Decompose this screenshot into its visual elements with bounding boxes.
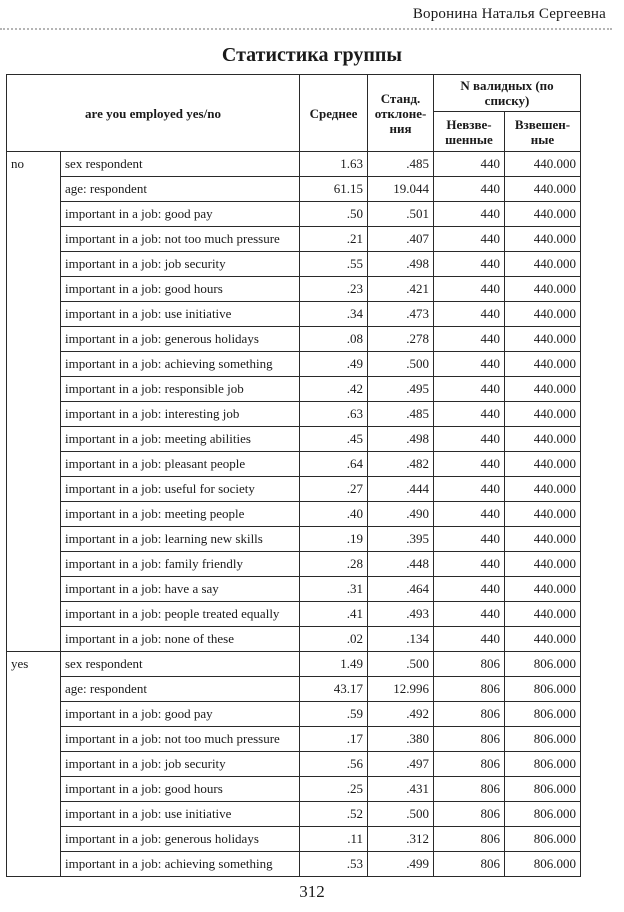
std-cell: .492 [368, 702, 434, 727]
unweighted-n-cell: 440 [434, 427, 505, 452]
mean-cell: .19 [300, 527, 368, 552]
mean-cell: .23 [300, 277, 368, 302]
table-row [7, 427, 581, 452]
mean-cell: .34 [300, 302, 368, 327]
unweighted-n-cell: 806 [434, 752, 505, 777]
weighted-n-cell: 440.000 [505, 227, 581, 252]
unweighted-n-cell: 440 [434, 527, 505, 552]
variable-cell: important in a job: family friendly [61, 552, 300, 577]
table-row [7, 327, 581, 352]
std-cell: .493 [368, 602, 434, 627]
unweighted-n-cell: 440 [434, 202, 505, 227]
running-head: Воронина Наталья Сергеевна [412, 6, 606, 22]
table-row [7, 352, 581, 377]
table-body [7, 152, 581, 877]
weighted-n-cell: 440.000 [505, 527, 581, 552]
std-cell: .497 [368, 752, 434, 777]
mean-cell: .25 [300, 777, 368, 802]
mean-cell: .56 [300, 752, 368, 777]
unweighted-n-cell: 440 [434, 577, 505, 602]
unweighted-n-cell: 440 [434, 302, 505, 327]
std-cell: .500 [368, 352, 434, 377]
variable-cell: important in a job: generous holidays [61, 327, 300, 352]
std-cell: .407 [368, 227, 434, 252]
mean-cell: .45 [300, 427, 368, 452]
unweighted-n-cell: 440 [434, 502, 505, 527]
weighted-n-cell: 806.000 [505, 777, 581, 802]
std-cell: .421 [368, 277, 434, 302]
table-row [7, 152, 581, 177]
std-cell: .473 [368, 302, 434, 327]
weighted-n-cell: 440.000 [505, 627, 581, 652]
mean-cell: .64 [300, 452, 368, 477]
mean-cell: .50 [300, 202, 368, 227]
variable-cell: important in a job: not too much pressure [61, 727, 300, 752]
unweighted-n-cell: 440 [434, 152, 505, 177]
unweighted-n-cell: 440 [434, 227, 505, 252]
unweighted-n-cell: 806 [434, 652, 505, 677]
unweighted-n-cell: 806 [434, 727, 505, 752]
weighted-n-cell: 440.000 [505, 477, 581, 502]
weighted-n-cell: 440.000 [505, 402, 581, 427]
mean-cell: .27 [300, 477, 368, 502]
variable-cell: important in a job: useful for society [61, 477, 300, 502]
unweighted-n-cell: 806 [434, 677, 505, 702]
header-mean: Среднее [300, 75, 368, 152]
table-row [7, 702, 581, 727]
mean-cell: 61.15 [300, 177, 368, 202]
unweighted-n-cell: 440 [434, 252, 505, 277]
std-cell: .490 [368, 502, 434, 527]
std-cell: .499 [368, 852, 434, 877]
std-cell: .464 [368, 577, 434, 602]
mean-cell: .11 [300, 827, 368, 852]
weighted-n-cell: 440.000 [505, 277, 581, 302]
weighted-n-cell: 440.000 [505, 152, 581, 177]
weighted-n-cell: 440.000 [505, 352, 581, 377]
variable-cell: important in a job: people treated equally [61, 602, 300, 627]
weighted-n-cell: 806.000 [505, 677, 581, 702]
table-row [7, 577, 581, 602]
unweighted-n-cell: 440 [434, 177, 505, 202]
table-row [7, 527, 581, 552]
table-row [7, 552, 581, 577]
unweighted-n-cell: 806 [434, 802, 505, 827]
variable-cell: important in a job: pleasant people [61, 452, 300, 477]
variable-cell: age: respondent [61, 677, 300, 702]
weighted-n-cell: 440.000 [505, 452, 581, 477]
variable-cell: important in a job: use initiative [61, 802, 300, 827]
table-row [7, 477, 581, 502]
mean-cell: .49 [300, 352, 368, 377]
header-weighted: Взвешен- ные [505, 112, 581, 152]
std-cell: .495 [368, 377, 434, 402]
table-title: Статистика группы [221, 44, 403, 66]
weighted-n-cell: 440.000 [505, 327, 581, 352]
weighted-n-cell: 440.000 [505, 577, 581, 602]
weighted-n-cell: 440.000 [505, 552, 581, 577]
mean-cell: .53 [300, 852, 368, 877]
weighted-n-cell: 440.000 [505, 302, 581, 327]
variable-cell: important in a job: learning new skills [61, 527, 300, 552]
table-row [7, 602, 581, 627]
table-row [7, 502, 581, 527]
table-row [7, 827, 581, 852]
table-row [7, 177, 581, 202]
std-cell: .501 [368, 202, 434, 227]
mean-cell: .17 [300, 727, 368, 752]
std-cell: .134 [368, 627, 434, 652]
table-row [7, 402, 581, 427]
variable-cell: important in a job: achieving something [61, 352, 300, 377]
header-group-variable: are you employed yes/no [7, 75, 300, 152]
weighted-n-cell: 440.000 [505, 377, 581, 402]
unweighted-n-cell: 806 [434, 852, 505, 877]
mean-cell: .59 [300, 702, 368, 727]
variable-cell: important in a job: good pay [61, 702, 300, 727]
std-cell: .498 [368, 252, 434, 277]
table-row [7, 852, 581, 877]
mean-cell: .21 [300, 227, 368, 252]
header-std: Станд. отклоне- ния [368, 75, 434, 152]
table-row [7, 277, 581, 302]
mean-cell: .28 [300, 552, 368, 577]
weighted-n-cell: 806.000 [505, 752, 581, 777]
std-cell: .485 [368, 152, 434, 177]
weighted-n-cell: 440.000 [505, 502, 581, 527]
std-cell: .448 [368, 552, 434, 577]
unweighted-n-cell: 806 [434, 702, 505, 727]
variable-cell: important in a job: good hours [61, 777, 300, 802]
mean-cell: .52 [300, 802, 368, 827]
mean-cell: .41 [300, 602, 368, 627]
std-cell: .380 [368, 727, 434, 752]
std-cell: 19.044 [368, 177, 434, 202]
std-cell: .312 [368, 827, 434, 852]
table-row [7, 227, 581, 252]
weighted-n-cell: 440.000 [505, 252, 581, 277]
unweighted-n-cell: 440 [434, 277, 505, 302]
variable-cell: sex respondent [61, 652, 300, 677]
table-row [7, 802, 581, 827]
std-cell: .498 [368, 427, 434, 452]
unweighted-n-cell: 440 [434, 352, 505, 377]
table-row [7, 677, 581, 702]
variable-cell: important in a job: meeting people [61, 502, 300, 527]
header-rule [0, 28, 612, 30]
mean-cell: .31 [300, 577, 368, 602]
weighted-n-cell: 440.000 [505, 177, 581, 202]
std-cell: .431 [368, 777, 434, 802]
unweighted-n-cell: 440 [434, 477, 505, 502]
variable-cell: important in a job: good pay [61, 202, 300, 227]
header-n-valid: N валидных (по списку) [434, 75, 581, 112]
unweighted-n-cell: 440 [434, 327, 505, 352]
mean-cell: 1.63 [300, 152, 368, 177]
unweighted-n-cell: 440 [434, 627, 505, 652]
group-label: no [7, 152, 61, 652]
variable-cell: important in a job: job security [61, 752, 300, 777]
weighted-n-cell: 806.000 [505, 802, 581, 827]
unweighted-n-cell: 440 [434, 602, 505, 627]
weighted-n-cell: 440.000 [505, 602, 581, 627]
unweighted-n-cell: 440 [434, 377, 505, 402]
table-row [7, 627, 581, 652]
std-cell: .482 [368, 452, 434, 477]
table-row [7, 302, 581, 327]
variable-cell: important in a job: job security [61, 252, 300, 277]
table-row [7, 452, 581, 477]
weighted-n-cell: 440.000 [505, 202, 581, 227]
weighted-n-cell: 440.000 [505, 427, 581, 452]
table-row [7, 202, 581, 227]
variable-cell: important in a job: none of these [61, 627, 300, 652]
mean-cell: .02 [300, 627, 368, 652]
weighted-n-cell: 806.000 [505, 727, 581, 752]
std-cell: .500 [368, 802, 434, 827]
unweighted-n-cell: 806 [434, 827, 505, 852]
std-cell: .444 [368, 477, 434, 502]
variable-cell: important in a job: have a say [61, 577, 300, 602]
variable-cell: important in a job: achieving something [61, 852, 300, 877]
weighted-n-cell: 806.000 [505, 702, 581, 727]
std-cell: .395 [368, 527, 434, 552]
group-statistics-table [6, 74, 581, 877]
std-cell: .485 [368, 402, 434, 427]
table-row [7, 252, 581, 277]
weighted-n-cell: 806.000 [505, 652, 581, 677]
variable-cell: important in a job: responsible job [61, 377, 300, 402]
std-cell: .500 [368, 652, 434, 677]
variable-cell: important in a job: meeting abilities [61, 427, 300, 452]
unweighted-n-cell: 440 [434, 452, 505, 477]
weighted-n-cell: 806.000 [505, 852, 581, 877]
weighted-n-cell: 806.000 [505, 827, 581, 852]
table-row [7, 377, 581, 402]
variable-cell: important in a job: good hours [61, 277, 300, 302]
unweighted-n-cell: 440 [434, 402, 505, 427]
group-label: yes [7, 652, 61, 877]
table-row [7, 752, 581, 777]
page-number: 312 [299, 882, 325, 901]
header-unweighted: Невзве- шенные [434, 112, 505, 152]
variable-cell: important in a job: use initiative [61, 302, 300, 327]
variable-cell: sex respondent [61, 152, 300, 177]
std-cell: 12.996 [368, 677, 434, 702]
variable-cell: important in a job: not too much pressure [61, 227, 300, 252]
mean-cell: .08 [300, 327, 368, 352]
table-row [7, 777, 581, 802]
variable-cell: age: respondent [61, 177, 300, 202]
mean-cell: .63 [300, 402, 368, 427]
mean-cell: .55 [300, 252, 368, 277]
mean-cell: .42 [300, 377, 368, 402]
mean-cell: 43.17 [300, 677, 368, 702]
std-cell: .278 [368, 327, 434, 352]
unweighted-n-cell: 806 [434, 777, 505, 802]
mean-cell: .40 [300, 502, 368, 527]
variable-cell: important in a job: generous holidays [61, 827, 300, 852]
table-row [7, 727, 581, 752]
variable-cell: important in a job: interesting job [61, 402, 300, 427]
mean-cell: 1.49 [300, 652, 368, 677]
table-row [7, 652, 581, 677]
unweighted-n-cell: 440 [434, 552, 505, 577]
